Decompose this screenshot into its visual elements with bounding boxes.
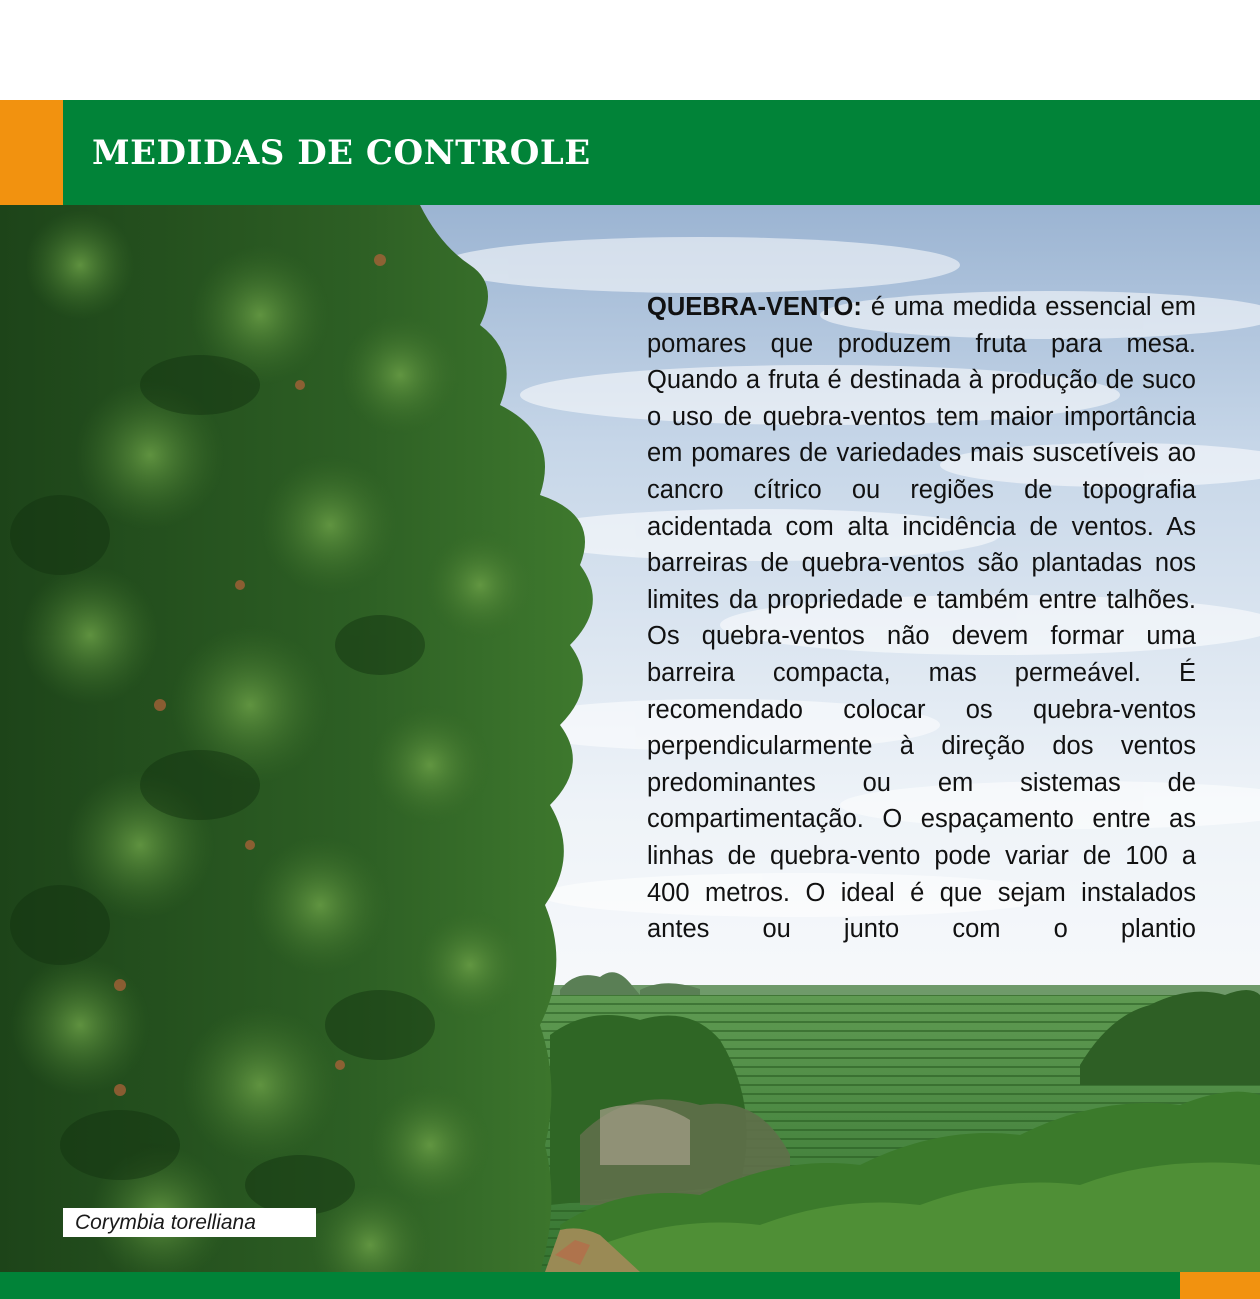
- photo-caption: Corymbia torelliana: [63, 1208, 316, 1237]
- header-band: [0, 100, 1260, 205]
- header-accent-block: [0, 100, 63, 205]
- quebra-vento-heading: QUEBRA-VENTO:: [647, 293, 862, 321]
- quebra-vento-paragraph: [647, 289, 1196, 948]
- page-title: MEDIDAS DE CONTROLE: [92, 133, 591, 173]
- quebra-vento-text: é uma medida essencial em pomares que produzem fruta para mesa. Quando a fruta é destinada à produção de suco o uso de quebra-ventos tem maior importância em pomares de variedades mais suscetíveis ao cancro cítrico ou regiões de topografia acidentada com alta incidência de ventos. As barreiras de quebra-ventos são plantadas nos limites da propriedade e também entre talhões. Os quebra-ventos não devem formar uma barreira compacta, mas permeável. É recomendado colocar os quebra-ventos perpendicularmente à direção dos ventos predominantes ou em sistemas de compartimentação. O espaçamento entre as linhas de quebra-vento pode variar de 100 a 400 metros. O ideal é que sejam instalados antes ou junto com o plantio: [647, 293, 1196, 944]
- footer-accent-block: [1180, 1272, 1260, 1299]
- footer-band: [0, 1272, 1260, 1299]
